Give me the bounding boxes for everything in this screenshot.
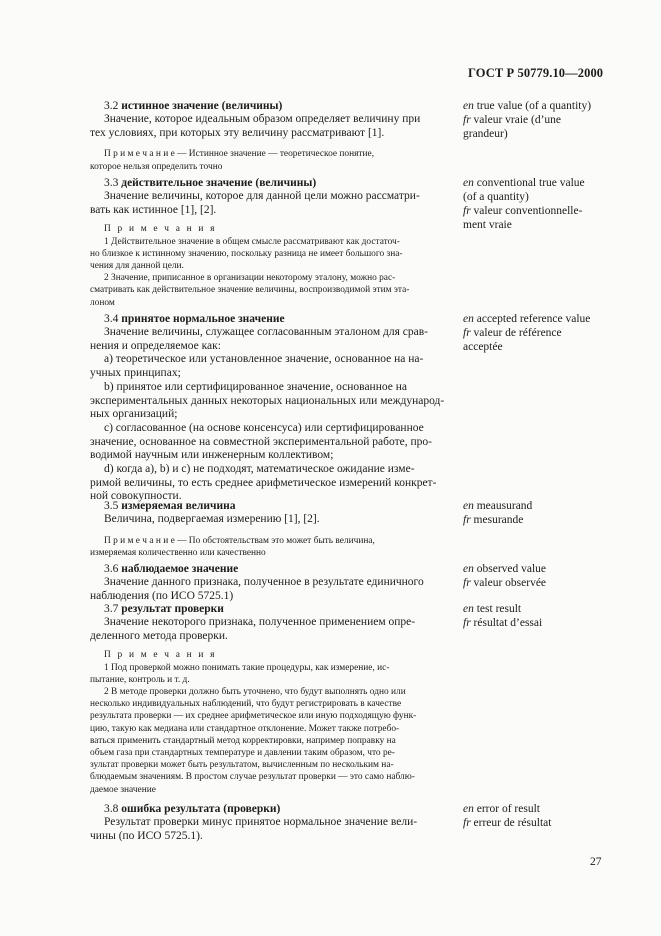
definition-line: Значение, которое идеальным образом определяет величину при	[104, 113, 421, 125]
section-3-3	[90, 176, 447, 309]
notes-heading: П р и м е ч а н и я	[104, 224, 217, 235]
standard-header: ГОСТ Р 50779.10—2000	[468, 66, 604, 80]
note-line: измеряемая количественно или качественно	[90, 547, 266, 558]
notes	[90, 223, 447, 308]
fr-term: erreur de résultat	[473, 817, 552, 829]
term-title	[90, 602, 447, 616]
lang-en: en	[463, 563, 474, 575]
definition-line: b) принятое или сертифицированное значение, основанное на	[104, 380, 407, 393]
term-number: 3.3	[104, 177, 119, 189]
lang-en: en	[463, 500, 474, 512]
term-number: 3.7	[104, 603, 119, 615]
section-3-5	[90, 499, 447, 559]
note-line: зультат проверки может быть результатом, вычисленным по нескольким на-	[90, 760, 394, 771]
definition-line: Величина, подвергаемая измерению [1], [2].	[104, 513, 320, 525]
term-name: ошибка результата (проверки)	[121, 803, 281, 815]
lang-en: en	[463, 603, 474, 615]
equivalents-3-4	[463, 312, 613, 354]
fr-term: valeur de référence	[473, 327, 562, 339]
fr-term-cont: grandeur)	[463, 128, 508, 140]
note-line: чения для данной цели.	[90, 261, 184, 272]
equivalents-3-3	[463, 176, 613, 232]
term-number: 3.5	[104, 500, 119, 512]
fr-term: résultat d’essai	[473, 617, 543, 629]
lang-en: en	[463, 177, 474, 189]
term-name: наблюдаемое значение	[121, 563, 239, 575]
lang-fr: fr	[463, 577, 471, 589]
term-name: принятое нормальное значение	[121, 313, 285, 325]
lang-en: en	[463, 100, 474, 112]
note-line: лоном	[90, 297, 115, 308]
term-title	[90, 562, 447, 576]
lang-fr: fr	[463, 114, 471, 126]
definition-line: Значение величины, служащее согласованным эталоном для срав-	[104, 326, 428, 338]
definition	[90, 113, 447, 140]
definition-line: Значение величины, которое для данной цели можно рассматри-	[104, 190, 420, 202]
term-name: истинное значение (величины)	[121, 100, 283, 112]
lang-fr: fr	[463, 327, 471, 339]
note-line: которое нельзя определить точно	[90, 161, 223, 172]
lang-fr: fr	[463, 817, 471, 829]
definition-line: водимой научным или инженерным коллективом;	[90, 449, 334, 462]
note-line: пытание, контроль и т. д.	[90, 674, 190, 685]
definition-line: d) когда а), b) и с) не подходят, математическое ожидание изме-	[104, 463, 415, 476]
note	[90, 148, 447, 172]
definition-line: нения и определяемое как:	[90, 339, 221, 352]
term-name: результат проверки	[121, 603, 224, 615]
note-line: результата проверки — их среднее арифметическое или иную подходящую функ-	[90, 711, 417, 722]
term-number: 3.2	[104, 100, 119, 112]
term-title	[90, 99, 447, 113]
note-line: цию, такую как медиана или стандартное отклонение. Может также потребо-	[90, 723, 400, 734]
definition	[90, 513, 447, 527]
note-line: 1 Под проверкой можно понимать такие процедуры, как измерение, ис-	[104, 662, 390, 673]
note-line: ваться применить стандартный метод корректировки, например поправку на	[90, 735, 396, 746]
term-number: 3.8	[104, 803, 119, 815]
equivalents-3-8	[463, 802, 613, 830]
definition-line: ной совокупности.	[90, 490, 182, 503]
note-line: П р и м е ч а н и е — По обстоятельствам это может быть величина,	[104, 535, 375, 546]
fr-term: valeur conventionnelle-	[473, 205, 583, 217]
notes	[90, 649, 447, 795]
equivalents-3-2	[463, 99, 613, 141]
en-term: test result	[476, 603, 522, 615]
term-name: измеряемая величина	[121, 500, 236, 512]
fr-term-cont: acceptée	[463, 341, 503, 353]
equivalents-3-7	[463, 602, 613, 630]
page-number: 27	[590, 856, 602, 868]
definition-line: деленного метода проверки.	[90, 629, 228, 642]
lang-fr: fr	[463, 205, 471, 217]
term-title	[90, 499, 447, 513]
definition-line: значение, основанное на совместной экспериментальной работе, про-	[90, 435, 432, 448]
notes-heading: П р и м е ч а н и я	[104, 650, 217, 661]
definition	[90, 190, 447, 217]
en-term: observed value	[476, 563, 547, 575]
fr-term-cont: ment vraie	[463, 219, 512, 231]
en-term: error of result	[476, 803, 540, 815]
note-line: 1 Действительное значение в общем смысле рассматривают как достаточ-	[104, 236, 400, 247]
definition-line: с) согласованное (на основе консенсуса) или сертифицированное	[104, 421, 424, 434]
definition	[90, 326, 447, 504]
note-line: но близкое к истинному значению, поскольку разница не имеет большого зна-	[90, 248, 403, 259]
section-3-6	[90, 562, 447, 603]
en-term: accepted reference value	[476, 313, 591, 325]
note-line: 2 Значение, приписанное в организации некоторому эталону, можно рас-	[104, 273, 396, 284]
section-3-7	[90, 602, 447, 796]
note-line: даемое значение	[90, 784, 156, 795]
term-title	[90, 176, 447, 190]
definition	[90, 576, 447, 603]
term-title	[90, 312, 447, 326]
note-line: несколько индивидуальных наблюдений, что будут регистрировать в качестве	[90, 699, 402, 710]
note-line: сматривать как действительное значение величины, воспроизводимой этим эта-	[90, 285, 410, 296]
section-3-8	[90, 802, 447, 843]
term-number: 3.6	[104, 563, 119, 575]
definition-line: Значение некоторого признака, полученное применением опре-	[104, 616, 416, 628]
en-term-cont: (of a quantity)	[463, 191, 529, 203]
en-term: meausurand	[476, 500, 533, 512]
note-line: блюдаемым значениям. В простом случае результат проверки — это само наблю-	[90, 772, 415, 783]
lang-fr: fr	[463, 514, 471, 526]
definition-line: учных принципах;	[90, 367, 181, 380]
section-3-4	[90, 312, 447, 504]
term-title	[90, 802, 447, 816]
lang-en: en	[463, 803, 474, 815]
en-term: conventional true value	[476, 177, 585, 189]
definition-line: Значение данного признака, полученное в результате единичного	[104, 576, 424, 588]
note-line: П р и м е ч а н и е — Истинное значение — теоретическое понятие,	[104, 149, 375, 160]
term-number: 3.4	[104, 313, 119, 325]
section-3-2	[90, 99, 447, 173]
definition	[90, 616, 447, 643]
definition	[90, 816, 447, 843]
term-name: действительное значение (величины)	[121, 177, 317, 189]
definition-line: а) теоретическое или установленное значение, основанное на на-	[104, 353, 424, 366]
note-line: 2 В методе проверки должно быть уточнено, что будут выполнять одно или	[104, 687, 406, 698]
definition-line: ных организаций;	[90, 408, 178, 421]
definition-line: тех условиях, при которых эту величину рассматривают [1].	[90, 126, 385, 139]
equivalents-3-6	[463, 562, 613, 590]
fr-term: valeur vraie (d’une	[473, 114, 562, 126]
note-line: объем газа при стандартных температуре и давлении таким образом, что ре-	[90, 748, 395, 759]
definition-line: вать как истинное [1], [2].	[90, 203, 217, 216]
lang-en: en	[463, 313, 474, 325]
fr-term: valeur observée	[473, 577, 547, 589]
definition-line: Результат проверки минус принятое нормальное значение вели-	[104, 816, 418, 828]
definition-line: чины (по ИСО 5725.1).	[90, 829, 203, 842]
definition-line: наблюдения (по ИСО 5725.1)	[90, 589, 234, 602]
equivalents-3-5	[463, 499, 613, 527]
definition-line: римой величины, то есть среднее арифметическое измерений конкрет-	[90, 476, 437, 489]
fr-term: mesurande	[473, 514, 524, 526]
en-term: true value (of a quantity)	[476, 100, 592, 112]
definition-line: экспериментальных данных некоторых национальных или международ-	[90, 394, 445, 407]
note	[90, 535, 447, 559]
lang-fr: fr	[463, 617, 471, 629]
